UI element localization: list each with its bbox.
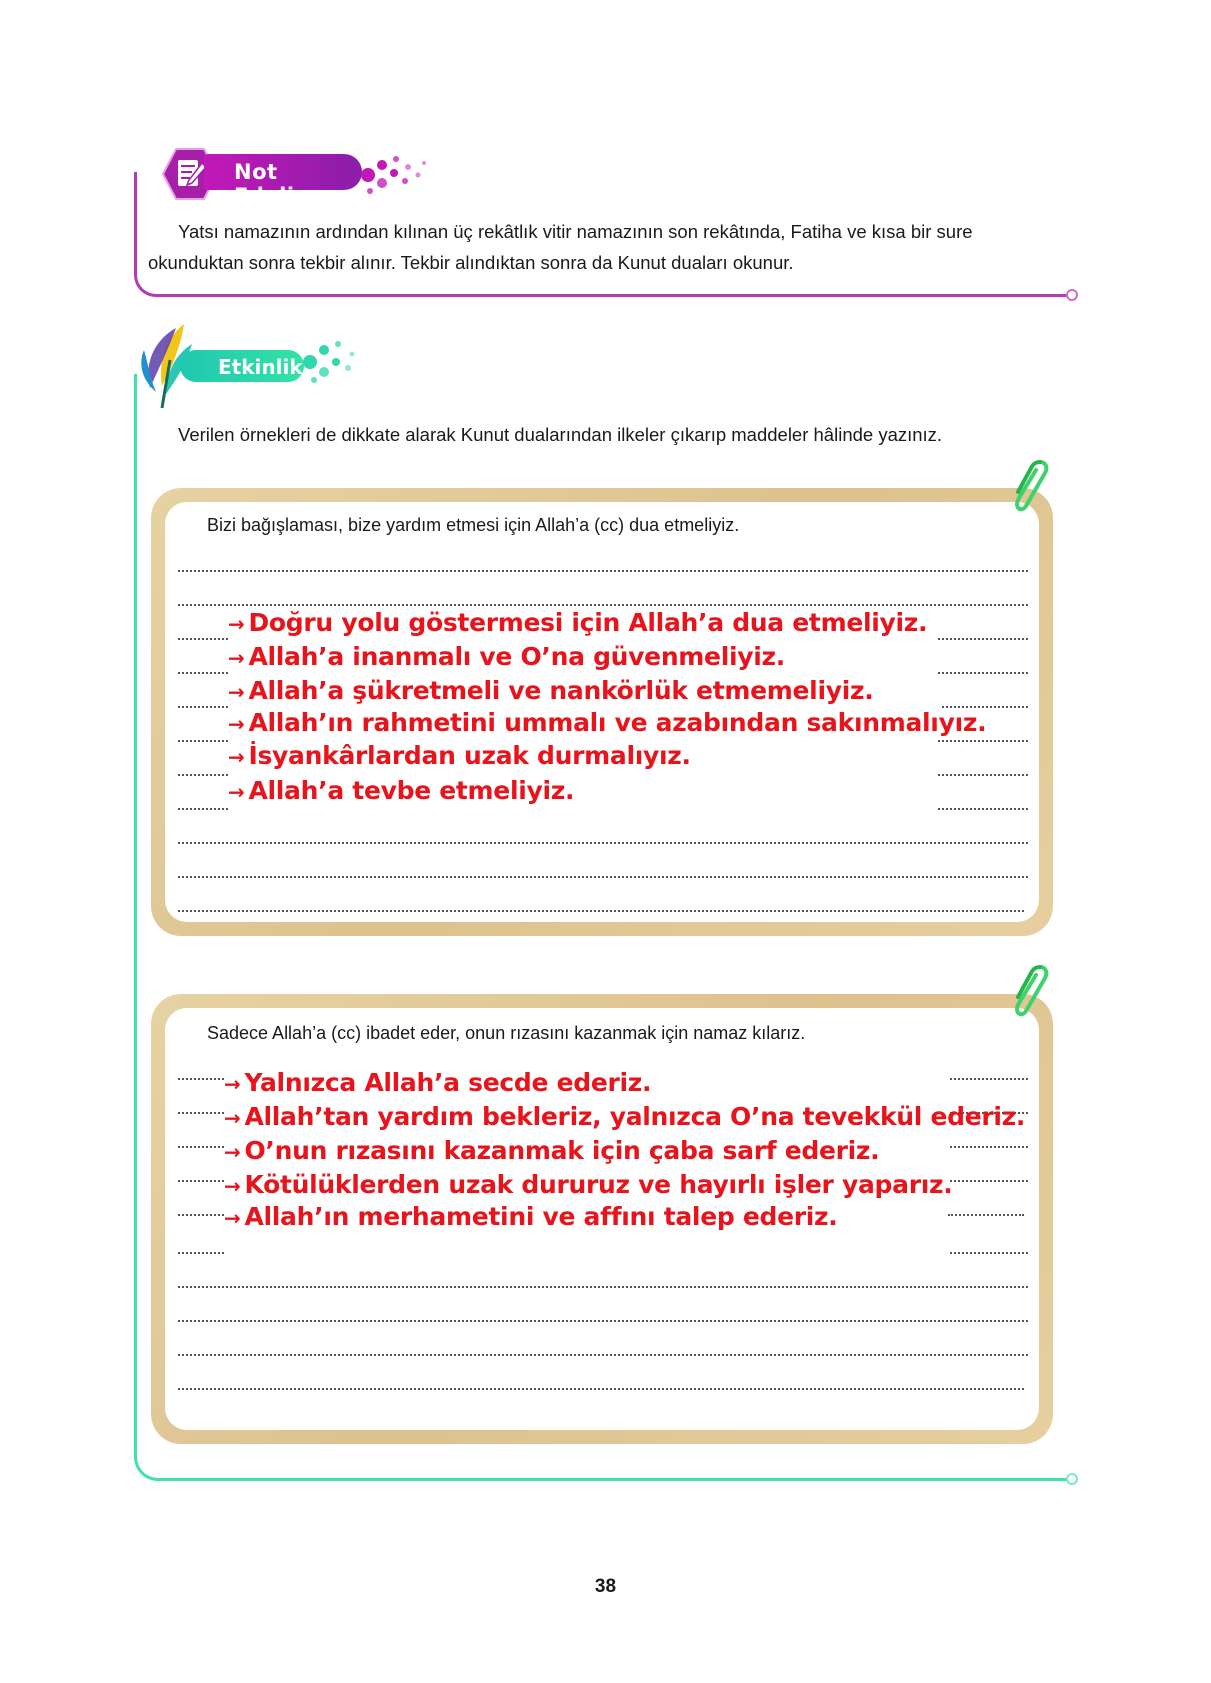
writing-line [178,1286,1028,1288]
writing-line-left [178,1112,224,1114]
writing-line-left [178,706,228,708]
answer-text: O’nun rızasını kazanmak için çaba sarf ederiz. [244,1136,880,1165]
writing-line [178,570,1028,572]
box1-prompt: Bizi bağışlaması, bize yardım etmesi için Allah’a (cc) dua etmeliyiz. [207,515,740,535]
writing-line-left [178,1180,224,1182]
writing-line-right [938,638,1028,640]
writing-line-right [950,1146,1028,1148]
answer-text: Allah’ın merhametini ve affını talep ederiz. [244,1202,838,1231]
paperclip-icon [1012,458,1052,518]
writing-line [178,876,1028,878]
writing-line-left [178,1078,224,1080]
writing-line-right [938,808,1028,810]
answer-text: Allah’a şükretmeli ve nankörlük etmemeliyiz. [248,676,874,705]
note-text: Yatsı namazının ardından kılınan üç rekâtlık vitir namazının son rekâtında, Fatiha ve kısa bir sure okunduktan sonra tekbir alınır. Tekbir alındıktan sonra da Kunut duaları okunur. [148,221,973,273]
note-title: Not Edelim [234,160,317,208]
paperclip-icon [1012,963,1052,1023]
answer-text: Doğru yolu göstermesi için Allah’a dua etmeliyiz. [248,608,928,637]
writing-line-right [938,774,1028,776]
activity-title: Etkinlik [218,355,303,379]
answer-text: Yalnızca Allah’a secde ederiz. [244,1068,652,1097]
answer-item [224,1202,838,1231]
answer-text: Allah’a inanmalı ve O’na güvenmeliyiz. [248,642,785,671]
answer-text: Kötülüklerden uzak dururuz ve hayırlı işler yaparız. [244,1170,953,1199]
arrow-icon: → [228,780,245,804]
writing-line [178,1388,1024,1390]
answer-text: Allah’a tevbe etmeliyiz. [248,776,575,805]
answer-item [228,776,574,805]
answer-item [228,642,785,671]
writing-line-left [178,1214,224,1216]
writing-line-left [178,740,228,742]
page-number: 38 [594,1576,617,1597]
answer-text: İsyankârlardan uzak durmalıyız. [248,741,691,770]
writing-line [178,1320,1028,1322]
writing-line [178,842,1028,844]
arrow-icon: → [228,745,245,769]
answer-item [224,1136,879,1165]
writing-line [178,910,1024,912]
answer-text: Allah’ın rahmetini ummalı ve azabından sakınmalıyız. [248,708,987,737]
writing-line [178,604,1028,606]
activity-instruction: Verilen örnekleri de dikkate alarak Kunut dualarından ilkeler çıkarıp maddeler hâlinde yazınız. [178,424,943,445]
arrow-icon: → [228,612,245,636]
writing-line [178,1354,1028,1356]
answer-item [224,1068,651,1097]
arrow-icon: → [228,646,245,670]
answer-item [228,741,691,770]
writing-line-right [938,740,1028,742]
answer-item [224,1170,952,1199]
writing-line-left [178,638,228,640]
answer-text: Allah’tan yardım bekleriz, yalnızca O’na tevekkül ederiz. [244,1102,1026,1131]
note-frame-end-dot [1066,289,1078,301]
activity-frame-end-dot [1066,1473,1078,1485]
writing-line-right [950,1180,1028,1182]
answer-item [228,608,927,637]
writing-line-left [178,1252,224,1254]
arrow-icon: → [224,1174,241,1198]
arrow-icon: → [224,1140,241,1164]
writing-line-right [948,1214,1024,1216]
answer-item [224,1102,1025,1131]
writing-line-left [178,1146,224,1148]
arrow-icon: → [224,1206,241,1230]
decorative-bubbles-icon [302,338,358,386]
writing-line-right [950,1252,1028,1254]
box2-prompt: Sadece Allah’a (cc) ibadet eder, onun rızasını kazanmak için namaz kılarız. [207,1023,806,1043]
arrow-icon: → [224,1106,241,1130]
writing-line-left [178,774,228,776]
writing-line-left [178,672,228,674]
writing-line-right [938,672,1028,674]
writing-line-right [950,1078,1028,1080]
answer-item [228,676,873,705]
arrow-icon: → [224,1072,241,1096]
arrow-icon: → [228,712,245,736]
decorative-bubbles-icon [360,151,430,197]
writing-line-left [178,808,228,810]
answer-item [228,708,986,737]
arrow-icon: → [228,680,245,704]
